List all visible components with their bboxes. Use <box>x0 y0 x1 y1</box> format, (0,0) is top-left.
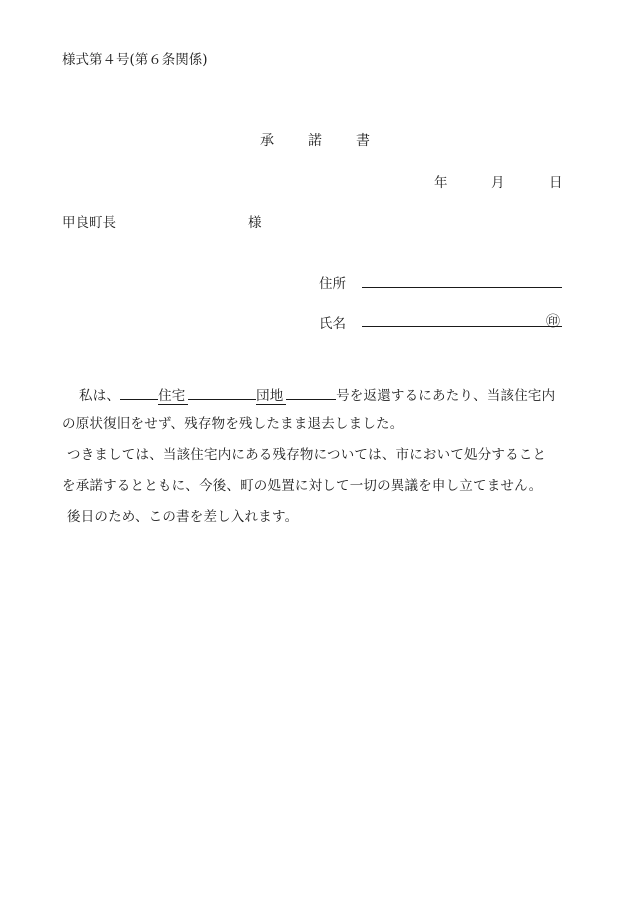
date-year-label: 年 <box>434 175 448 191</box>
body-p1-prefix: 私は、 <box>79 388 121 404</box>
body-p1-complex: 団地 <box>256 389 286 405</box>
body-line-4: を承諾するとともに、今後、町の処置に対して一切の異議を申し立てません。 <box>62 478 543 494</box>
blank-housing-name <box>120 399 158 400</box>
name-label: 氏名 <box>319 316 346 332</box>
address-label: 住所 <box>319 276 346 292</box>
title-char-1: 承 <box>260 133 274 149</box>
body-line-5: 後日のため、この書を差し入れます。 <box>67 509 299 525</box>
title-char-3: 書 <box>356 133 370 149</box>
seal-mark: ㊞ <box>546 314 560 330</box>
form-number: 様式第４号(第６条関係) <box>62 52 208 68</box>
body-p1-suffix: 号を返還するにあたり、当該住宅内 <box>336 388 556 404</box>
body-line-3: つきましては、当該住宅内にある残存物については、市において処分すること <box>67 447 547 463</box>
title-char-2: 諾 <box>308 133 322 149</box>
name-field-line <box>362 326 562 327</box>
addressee-name: 甲良町長 <box>62 215 116 231</box>
document-title <box>260 130 370 150</box>
date-day-label: 日 <box>549 175 563 191</box>
address-field-line <box>362 287 562 288</box>
blank-complex-name <box>188 399 256 400</box>
body-line-2: の原状復旧をせず、残存物を残したまま退去しました。 <box>62 416 404 432</box>
body-p1-housing: 住宅 <box>158 389 188 405</box>
addressee-honorific: 様 <box>248 215 262 231</box>
blank-unit-number <box>286 399 336 400</box>
date-month-label: 月 <box>491 175 505 191</box>
body-paragraph-1 <box>79 384 555 405</box>
